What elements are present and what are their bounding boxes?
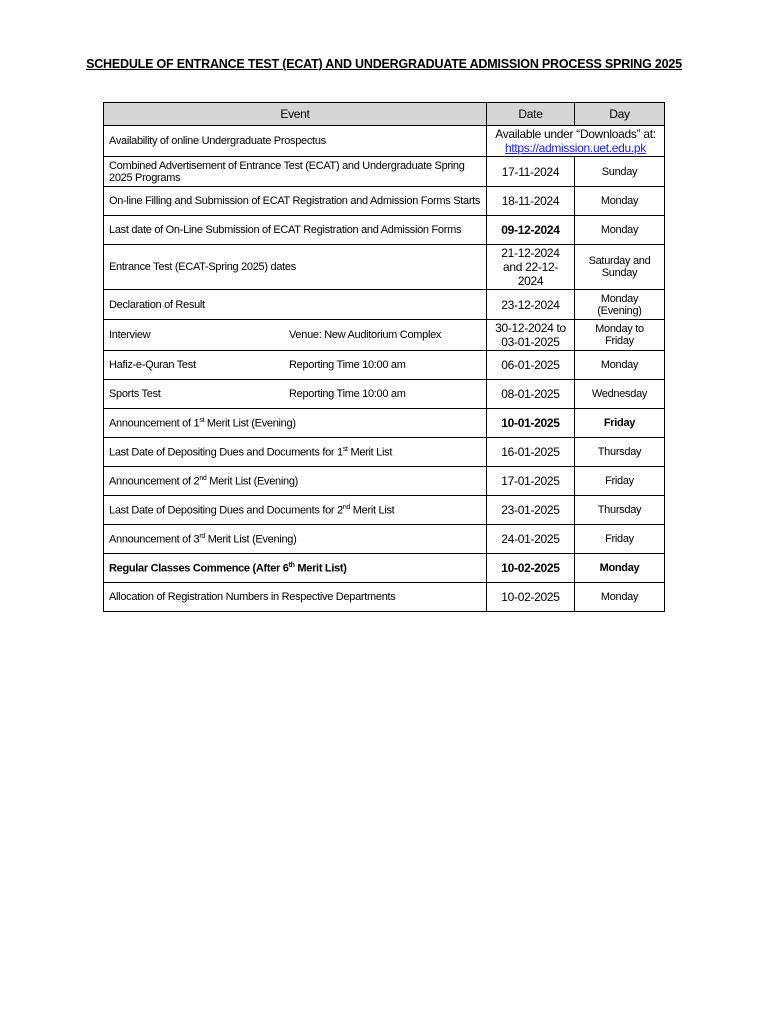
day-cell: Monday — [575, 554, 665, 583]
ordinal-suffix: nd — [342, 503, 351, 511]
table-row — [104, 126, 665, 157]
event-text: Merit List (Evening) — [206, 475, 299, 488]
date-cell: 30-12-2024 to 03-01-2025 — [487, 320, 575, 351]
document-title: SCHEDULE OF ENTRANCE TEST (ECAT) AND UNDERGRADUATE ADMISSION PROCESS SPRING 2025 — [86, 57, 682, 71]
date-cell: 09-12-2024 — [487, 216, 575, 245]
date-cell: 23-01-2025 — [487, 496, 575, 525]
table-row — [104, 320, 665, 351]
day-cell: Thursday — [575, 496, 665, 525]
event-text: Merit List) — [294, 562, 347, 575]
reporting-time-label: Reporting Time 10:00 am — [289, 359, 406, 371]
day-cell: Thursday — [575, 438, 665, 467]
table-row — [104, 157, 665, 187]
day-cell: Wednesday — [575, 380, 665, 409]
table-row — [104, 187, 665, 216]
event-cell: Allocation of Registration Numbers in Respective Departments — [104, 583, 487, 612]
table-row — [104, 380, 665, 409]
table-row — [104, 496, 665, 525]
table-row — [104, 467, 665, 496]
day-cell: Saturday and Sunday — [575, 245, 665, 290]
table-row — [104, 290, 665, 320]
date-cell: 16-01-2025 — [487, 438, 575, 467]
date-cell: 10-01-2025 — [487, 409, 575, 438]
ordinal-suffix: st — [342, 445, 348, 453]
event-cell — [104, 438, 487, 467]
ordinal-suffix: nd — [199, 474, 207, 482]
downloads-text: Available under “Downloads” at: — [495, 127, 656, 141]
event-cell — [104, 320, 487, 351]
day-cell: Monday — [575, 351, 665, 380]
ordinal-suffix: th — [288, 561, 295, 569]
table-row — [104, 409, 665, 438]
header-date: Date — [487, 103, 575, 126]
event-text: Merit List — [350, 504, 395, 517]
event-text: Announcement of 1 — [109, 417, 200, 430]
event-label: Sports Test — [109, 388, 161, 400]
table-row — [104, 216, 665, 245]
day-cell: Monday — [575, 583, 665, 612]
ordinal-suffix: rd — [199, 532, 205, 540]
date-cell: 17-01-2025 — [487, 467, 575, 496]
header-event: Event — [104, 103, 487, 126]
event-cell — [104, 467, 487, 496]
day-cell: Sunday — [575, 157, 665, 187]
downloads-cell — [487, 126, 665, 157]
event-label: Hafiz-e-Quran Test — [109, 359, 196, 371]
date-cell: 17-11-2024 — [487, 157, 575, 187]
table-row — [104, 554, 665, 583]
event-cell — [104, 554, 487, 583]
day-cell: Monday — [575, 216, 665, 245]
event-cell — [104, 351, 487, 380]
day-cell: Friday — [575, 409, 665, 438]
table-row — [104, 583, 665, 612]
event-cell: Last date of On-Line Submission of ECAT Registration and Admission Forms — [104, 216, 487, 245]
event-text: Announcement of 2 — [109, 475, 200, 488]
header-row — [104, 103, 665, 126]
event-text: Last Date of Depositing Dues and Documents for 2 — [109, 504, 343, 517]
table-row — [104, 245, 665, 290]
event-cell: On-line Filling and Submission of ECAT Registration and Admission Forms Starts — [104, 187, 487, 216]
event-cell: Entrance Test (ECAT-Spring 2025) dates — [104, 245, 487, 290]
event-cell — [104, 525, 487, 554]
date-cell: 18-11-2024 — [487, 187, 575, 216]
schedule-table — [103, 102, 665, 612]
ordinal-suffix: st — [199, 416, 205, 424]
table-row — [104, 351, 665, 380]
date-cell: 24-01-2025 — [487, 525, 575, 554]
event-text: Regular Classes Commence (After 6 — [109, 562, 289, 575]
date-cell: 06-01-2025 — [487, 351, 575, 380]
date-cell: 23-12-2024 — [487, 290, 575, 320]
venue-label: Venue: New Auditorium Complex — [289, 329, 442, 341]
table-row — [104, 438, 665, 467]
day-cell: Friday — [575, 525, 665, 554]
table-row — [104, 525, 665, 554]
day-cell: Monday to Friday — [575, 320, 665, 351]
event-text: Last Date of Depositing Dues and Documents for 1 — [109, 446, 343, 459]
event-cell — [104, 409, 487, 438]
date-cell: 10-02-2025 — [487, 583, 575, 612]
date-cell: 10-02-2025 — [487, 554, 575, 583]
event-text: Merit List — [347, 446, 393, 459]
event-cell: Declaration of Result — [104, 290, 487, 320]
event-cell — [104, 380, 487, 409]
event-cell: Availability of online Undergraduate Prospectus — [104, 126, 487, 157]
event-label: Interview — [109, 329, 151, 341]
event-cell: Combined Advertisement of Entrance Test (ECAT) and Undergraduate Spring 2025 Programs — [104, 157, 487, 187]
date-cell: 21-12-2024 and 22-12-2024 — [487, 245, 575, 290]
event-text: Announcement of 3 — [109, 533, 200, 546]
day-cell: Monday (Evening) — [575, 290, 665, 320]
date-cell: 08-01-2025 — [487, 380, 575, 409]
day-cell: Friday — [575, 467, 665, 496]
event-text: Merit List (Evening) — [204, 533, 297, 546]
day-cell: Monday — [575, 187, 665, 216]
event-text: Merit List (Evening) — [204, 417, 296, 430]
admission-link[interactable]: https://admission.uet.edu.pk — [504, 141, 647, 155]
event-cell — [104, 496, 487, 525]
header-day: Day — [575, 103, 665, 126]
reporting-time-label: Reporting Time 10:00 am — [289, 388, 406, 400]
